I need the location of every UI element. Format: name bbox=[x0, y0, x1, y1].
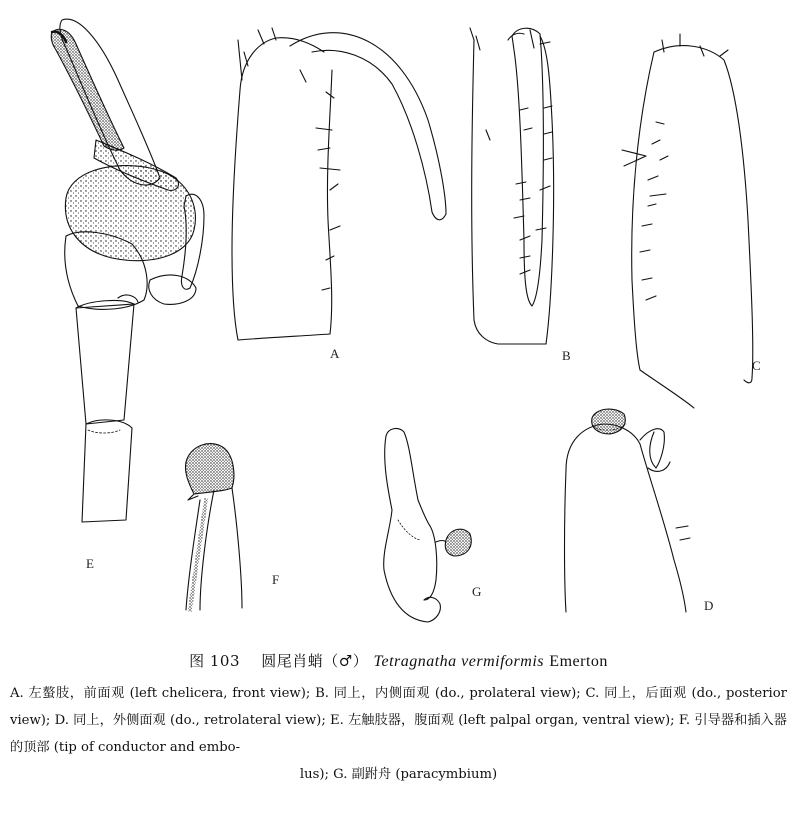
species-author: Emerton bbox=[549, 653, 608, 670]
caption-description-last-line: lus); G. 副跗舟 (paracymbium) bbox=[299, 767, 498, 782]
drawing-C-chelicera-posterior bbox=[622, 34, 753, 408]
panel-label-b: B bbox=[562, 348, 571, 363]
panel-label-c: C bbox=[752, 358, 761, 373]
figure-caption-title bbox=[0, 650, 797, 671]
figure-caption-description bbox=[10, 680, 787, 788]
species-scientific-name: Tetragnatha vermiformis bbox=[373, 653, 545, 670]
drawing-A-chelicera-front bbox=[232, 28, 446, 340]
caption-description-text: A. 左螯肢，前面观 (left chelicera, front view); B. 同上，内侧面观 (do., prolateral view); C. 同上，后面观 (do., posterior view); D. 同上，外侧面观 (do., retrolateral view); E. 左触肢器，腹面观 (left palpal organ, ventral view); F. 引导器和插入器的顶部 (tip of conductor and embo- bbox=[10, 686, 787, 755]
panel-label-e: E bbox=[86, 556, 94, 571]
panel-label-f: F bbox=[272, 572, 280, 587]
figure-number: 图 103 bbox=[189, 652, 241, 670]
drawing-F-conductor-tip bbox=[185, 444, 242, 610]
panel-label-d: D bbox=[704, 598, 714, 613]
panel-label-a: A bbox=[330, 346, 340, 361]
species-common-name: 圆尾肖蛸（♂） bbox=[261, 652, 369, 670]
drawing-B-chelicera-prolateral bbox=[470, 28, 554, 344]
drawing-G-paracymbium bbox=[384, 429, 472, 622]
drawing-D-chelicera-retrolateral bbox=[565, 409, 691, 612]
drawing-E-palpal-organ bbox=[51, 19, 204, 522]
panel-label-g: G bbox=[472, 584, 482, 599]
